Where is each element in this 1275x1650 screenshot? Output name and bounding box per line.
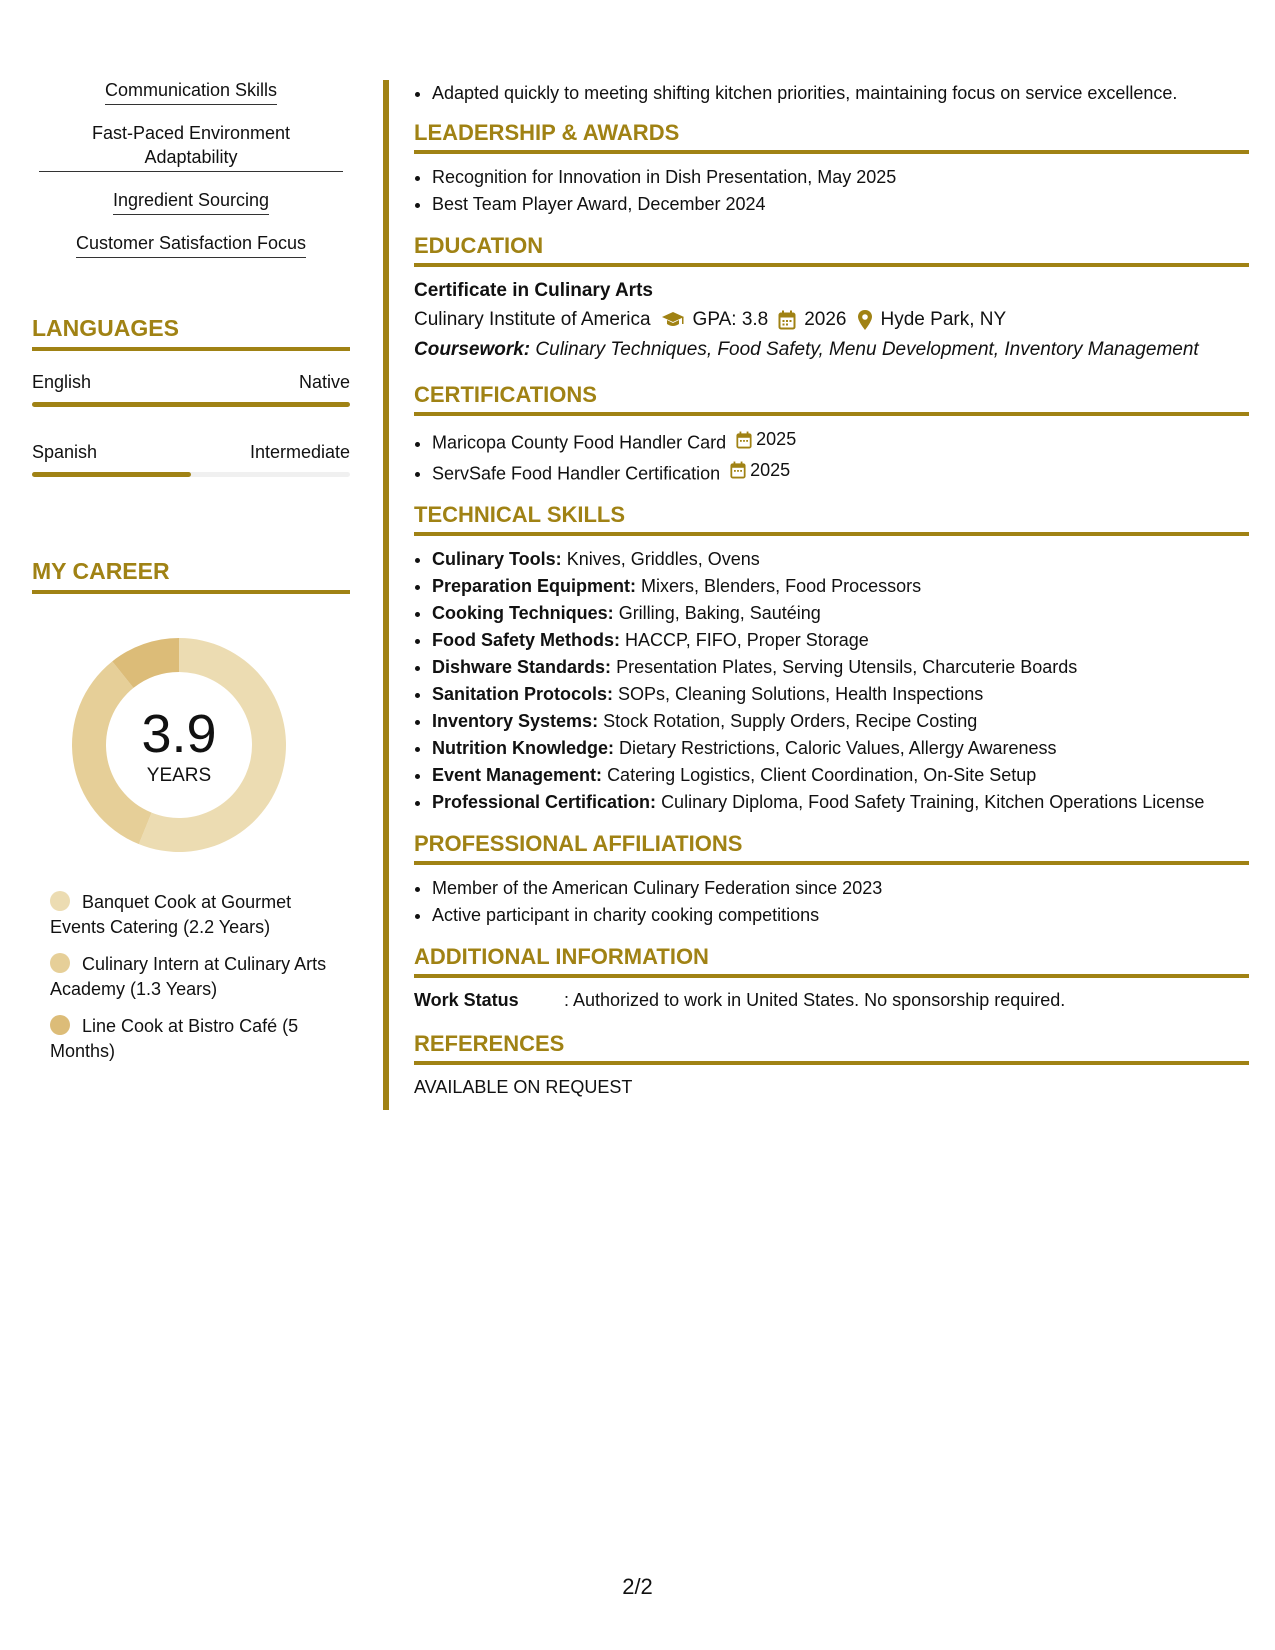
leadership-heading: LEADERSHIP & AWARDS <box>414 119 1249 154</box>
language-bar <box>32 402 350 407</box>
legend-label: Line Cook at Bistro Café (5 Months) <box>50 1016 299 1061</box>
cert-year: 2025 <box>756 429 797 449</box>
cert-name: Maricopa County Food Handler Card <box>432 432 727 453</box>
skill-item: Customer Satisfaction Focus <box>76 231 306 258</box>
skill-value: Grilling, Baking, Sautéing <box>618 603 821 623</box>
skill-label: Preparation Equipment: <box>432 576 637 596</box>
legend-item <box>50 1014 330 1064</box>
legend-dot <box>50 953 70 973</box>
career-unit: YEARS <box>146 765 212 786</box>
skill-value: Culinary Diploma, Food Safety Training, Kitchen Operations License <box>661 792 1205 812</box>
list-item <box>432 457 1249 488</box>
school-location: Hyde Park, NY <box>880 309 1007 330</box>
coursework-label: Coursework: <box>414 339 531 360</box>
page-number: 2/2 <box>622 1574 653 1599</box>
list-item <box>432 789 1249 816</box>
list-item <box>432 762 1249 789</box>
language-bar <box>32 472 350 477</box>
list-item: • Best Team Player Award, December 2024 <box>432 191 1249 218</box>
list-item <box>432 546 1249 573</box>
legend-item <box>50 952 330 1002</box>
language-bar-fill <box>32 402 350 407</box>
location-pin-icon <box>857 309 873 331</box>
skill-value: Knives, Griddles, Ovens <box>566 549 760 569</box>
legend-label: Culinary Intern at Culinary Arts Academy (1.3 Years) <box>50 954 327 999</box>
skill-label: Culinary Tools: <box>432 549 562 569</box>
work-status-label: Work Status <box>414 990 519 1010</box>
skill-value: Presentation Plates, Serving Utensils, Charcuterie Boards <box>616 657 1078 677</box>
column-divider <box>383 80 389 1110</box>
skill-label: Sanitation Protocols: <box>432 684 614 704</box>
calendar-icon <box>730 461 746 479</box>
education-heading: EDUCATION <box>414 232 1249 267</box>
skills-list <box>32 78 350 274</box>
cert-year: 2025 <box>750 459 791 480</box>
skill-value: SOPs, Cleaning Solutions, Health Inspections <box>618 684 984 704</box>
sidebar <box>32 78 350 1076</box>
coursework <box>414 335 1249 365</box>
technical-skills-heading: TECHNICAL SKILLS <box>414 501 1249 536</box>
skill-item: Communication Skills <box>105 78 277 105</box>
leadership-list <box>414 164 1249 218</box>
education-details <box>414 305 1249 335</box>
additional-info-heading: ADDITIONAL INFORMATION <box>414 943 1249 978</box>
calendar-icon <box>736 431 752 449</box>
skill-label: Professional Certification: <box>432 792 657 812</box>
language-bar-fill <box>32 472 191 477</box>
experience-bullets <box>414 80 1249 107</box>
certifications-heading: CERTIFICATIONS <box>414 381 1249 416</box>
skill-item: Ingredient Sourcing <box>113 188 269 215</box>
list-item: • Adapted quickly to meeting shifting kitchen priorities, maintaining focus on service excellence. <box>432 80 1249 107</box>
language-level: Intermediate <box>249 442 350 462</box>
certifications-list <box>414 426 1249 487</box>
skill-value: Dietary Restrictions, Caloric Values, Allergy Awareness <box>619 738 1057 758</box>
list-item <box>432 735 1249 762</box>
list-item <box>432 681 1249 708</box>
degree-title: Certificate in Culinary Arts <box>414 280 653 301</box>
career-total: 3.9 <box>141 704 217 764</box>
skill-value: Stock Rotation, Supply Orders, Recipe Costing <box>603 711 978 731</box>
legend-dot <box>50 1015 70 1035</box>
legend-item <box>50 890 330 940</box>
list-item: • Recognition for Innovation in Dish Presentation, May 2025 <box>432 164 1249 191</box>
language-level: Native <box>298 372 350 392</box>
list-item: • Active participant in charity cooking competitions <box>432 902 1249 929</box>
language-name: English <box>32 372 92 392</box>
work-status-row <box>414 988 1249 1012</box>
coursework-list: Culinary Techniques, Food Safety, Menu Development, Inventory Management <box>535 339 1199 360</box>
career-donut <box>66 632 292 858</box>
main-content <box>414 80 1249 1099</box>
languages-heading: LANGUAGES <box>32 314 350 351</box>
affiliations-heading: PROFESSIONAL AFFILIATIONS <box>414 830 1249 865</box>
skill-item: Fast-Paced Environment Adaptability <box>91 123 291 167</box>
skill-label: Dishware Standards: <box>432 657 612 677</box>
skill-value: HACCP, FIFO, Proper Storage <box>625 630 869 650</box>
skill-value: Catering Logistics, Client Coordination, On-Site Setup <box>607 765 1037 785</box>
legend-label: Banquet Cook at Gourmet Events Catering (2.2 Years) <box>50 892 292 937</box>
graduation-cap-icon <box>661 311 685 329</box>
references-heading: REFERENCES <box>414 1030 1249 1065</box>
list-item <box>432 573 1249 600</box>
gpa: GPA: 3.8 <box>692 309 769 330</box>
calendar-icon <box>778 310 796 330</box>
skill-label: Nutrition Knowledge: <box>432 738 614 758</box>
career-heading: MY CAREER <box>32 557 350 594</box>
language-spanish <box>32 441 350 477</box>
list-item <box>432 426 1249 457</box>
work-status-value: : Authorized to work in United States. No sponsorship required. <box>564 990 1066 1010</box>
list-item <box>432 600 1249 627</box>
school-name: Culinary Institute of America <box>414 309 651 330</box>
skill-underline <box>39 171 343 172</box>
technical-skills-list <box>414 546 1249 816</box>
skill-label: Cooking Techniques: <box>432 603 614 623</box>
language-english <box>32 371 350 407</box>
skill-label: Food Safety Methods: <box>432 630 620 650</box>
graduation-year: 2026 <box>804 309 847 330</box>
list-item <box>432 627 1249 654</box>
legend-dot <box>50 891 70 911</box>
list-item <box>432 708 1249 735</box>
list-item <box>432 654 1249 681</box>
affiliations-list <box>414 875 1249 929</box>
references-text: AVAILABLE ON REQUEST <box>414 1077 633 1097</box>
career-legend <box>50 890 330 1064</box>
cert-name: ServSafe Food Handler Certification <box>432 463 721 483</box>
list-item: • Member of the American Culinary Federation since 2023 <box>432 875 1249 902</box>
skill-label: Event Management: <box>432 765 603 785</box>
language-name: Spanish <box>32 442 98 462</box>
skill-value: Mixers, Blenders, Food Processors <box>641 576 922 596</box>
skill-label: Inventory Systems: <box>432 711 599 731</box>
